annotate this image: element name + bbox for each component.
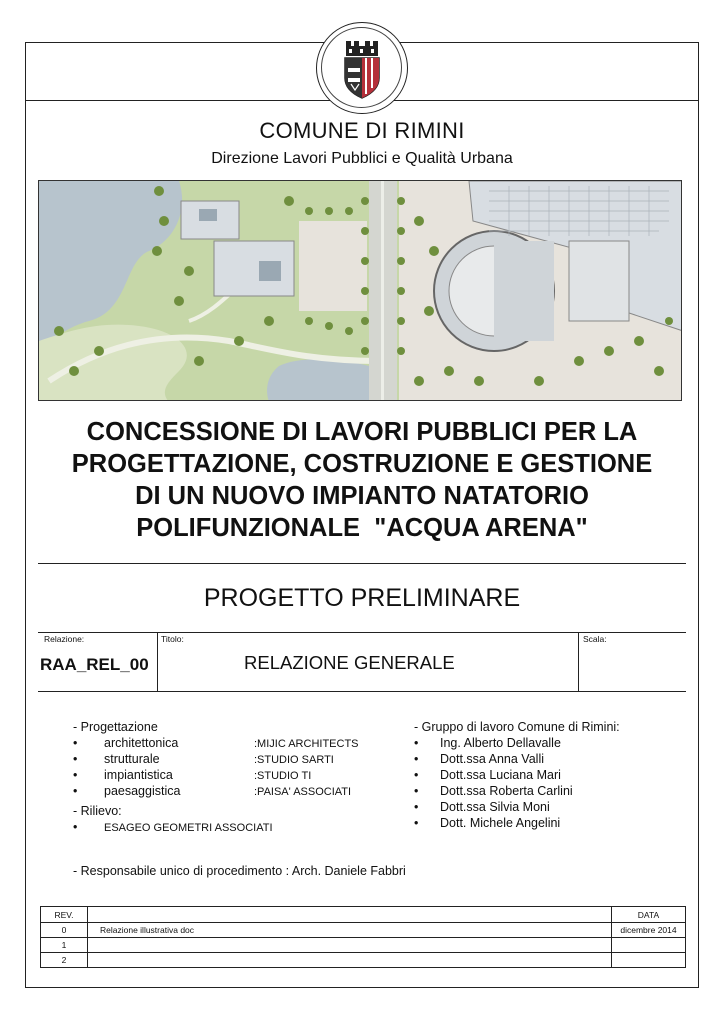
bullet-icon: • xyxy=(73,820,78,834)
survey-firm: ESAGEO GEOMETRI ASSOCIATI xyxy=(104,822,273,834)
bullet-icon: • xyxy=(414,800,419,814)
design-firm: :PAISA' ASSOCIATI xyxy=(254,786,352,798)
scala-label: Scala: xyxy=(583,634,607,644)
rev-description: Relazione illustrativa doc xyxy=(88,923,612,938)
table-row xyxy=(41,923,686,938)
site-plan-drawing xyxy=(39,181,682,401)
date-header: DATA xyxy=(612,907,686,923)
bullet-icon: • xyxy=(73,768,78,782)
revision-table-header xyxy=(41,907,686,923)
working-group xyxy=(414,719,694,831)
design-role-row xyxy=(73,783,403,799)
rev-number: 1 xyxy=(41,938,88,953)
department-name: Direzione Lavori Pubblici e Qualità Urbana xyxy=(211,150,513,167)
rev-description xyxy=(88,938,612,953)
design-role: paesaggistica xyxy=(104,784,181,798)
group-member: Dott.ssa Luciana Mari xyxy=(440,768,561,782)
rev-date: dicembre 2014 xyxy=(612,923,686,938)
rev-date xyxy=(612,953,686,968)
design-credits xyxy=(73,719,403,835)
bullet-icon: • xyxy=(73,736,78,750)
project-title-line: DI UN NUOVO IMPIANTO NATATORIO xyxy=(135,482,589,510)
site-plan-aerial-image xyxy=(38,180,682,401)
titolo-label: Titolo: xyxy=(161,634,184,644)
title-block-divider-1 xyxy=(157,632,158,692)
design-role-row xyxy=(73,767,403,783)
title-block-divider-2 xyxy=(578,632,579,692)
group-member-row xyxy=(414,783,694,799)
rev-number: 2 xyxy=(41,953,88,968)
project-title-line: PROGETTAZIONE, COSTRUZIONE E GESTIONE xyxy=(71,450,653,478)
coat-of-arms-emblem xyxy=(316,22,408,114)
responsible-person: - Responsabile unico di procedimento : Arch. Daniele Fabbri xyxy=(73,864,406,878)
bullet-icon: • xyxy=(73,784,78,798)
design-role: architettonica xyxy=(104,736,179,750)
bullet-icon: • xyxy=(414,768,419,782)
document-title: RELAZIONE GENERALE xyxy=(244,652,455,673)
title-divider xyxy=(38,563,686,564)
rimini-coat-of-arms-icon xyxy=(316,22,408,114)
rev-number: 0 xyxy=(41,923,88,938)
table-row xyxy=(41,938,686,953)
design-firm: :STUDIO SARTI xyxy=(254,754,334,766)
project-title xyxy=(0,416,724,544)
title-block-bottom-border xyxy=(38,691,686,692)
survey-row xyxy=(73,819,403,835)
design-firm: :STUDIO TI xyxy=(254,770,312,782)
design-heading: - Progettazione xyxy=(73,720,158,734)
project-title-line: POLIFUNZIONALE "ACQUA ARENA" xyxy=(136,514,588,542)
group-member-row xyxy=(414,815,694,831)
revision-table xyxy=(40,906,686,968)
group-heading: - Gruppo di lavoro Comune di Rimini: xyxy=(414,720,620,734)
survey-heading: - Rilievo: xyxy=(73,804,122,818)
rev-date xyxy=(612,938,686,953)
design-role-row xyxy=(73,735,403,751)
table-row xyxy=(41,953,686,968)
design-role: strutturale xyxy=(104,752,160,766)
design-firm: :MIJIC ARCHITECTS xyxy=(254,738,359,750)
rev-description xyxy=(88,953,612,968)
bullet-icon: • xyxy=(414,816,419,830)
group-member-row xyxy=(414,767,694,783)
rev-header: REV. xyxy=(41,907,88,923)
design-role: impiantistica xyxy=(104,768,173,782)
project-phase: PROGETTO PRELIMINARE xyxy=(203,584,521,612)
relazione-label: Relazione: xyxy=(44,634,85,644)
group-member-row xyxy=(414,735,694,751)
project-title-line: CONCESSIONE DI LAVORI PUBBLICI PER LA xyxy=(86,418,638,446)
description-header xyxy=(88,907,612,923)
group-member: Dott.ssa Roberta Carlini xyxy=(440,784,573,798)
group-member-row xyxy=(414,751,694,767)
design-role-row xyxy=(73,751,403,767)
bullet-icon: • xyxy=(414,784,419,798)
bullet-icon: • xyxy=(414,752,419,766)
title-block-top-border xyxy=(38,632,686,633)
group-member: Ing. Alberto Dellavalle xyxy=(440,736,561,750)
group-member-row xyxy=(414,799,694,815)
group-member: Dott.ssa Anna Valli xyxy=(440,752,544,766)
group-member: Dott.ssa Silvia Moni xyxy=(440,800,550,814)
group-member: Dott. Michele Angelini xyxy=(440,816,561,830)
organization-name: COMUNE DI RIMINI xyxy=(259,118,465,143)
bullet-icon: • xyxy=(414,736,419,750)
document-code: RAA_REL_00 xyxy=(40,655,149,674)
bullet-icon: • xyxy=(73,752,78,766)
